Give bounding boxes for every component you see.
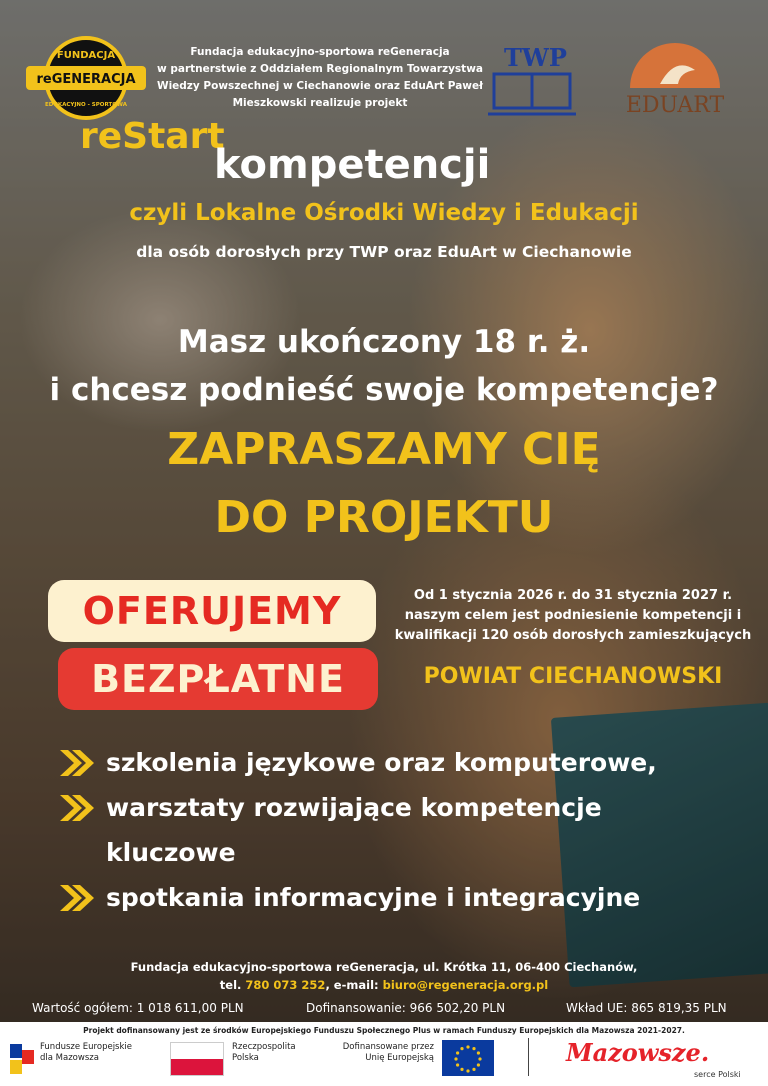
question <box>0 318 768 414</box>
chevron-right-icon <box>56 883 96 913</box>
list-item-text: szkolenia językowe oraz komputerowe, <box>106 748 657 777</box>
eu-label-line: Unię Europejską <box>365 1053 434 1063</box>
question-line: Masz ukończony 18 r. ż. <box>177 324 591 360</box>
invitation-line: DO PROJEKTU <box>214 492 554 543</box>
period-text <box>388 586 758 646</box>
title-restart: reStart <box>80 116 225 157</box>
fe-logo <box>8 1040 36 1078</box>
contact-address: Fundacja edukacyjno-sportowa reGeneracja, ul. Krótka 11, 06-400 Ciechanów, <box>130 960 638 974</box>
mazowsze-tagline: serce Polski <box>694 1070 741 1079</box>
fe-label-line: Fundusze Europejskie <box>40 1042 132 1052</box>
partner-line: Mieszkowski realizuje projekt <box>232 97 408 109</box>
eu-label-line: Dofinansowane przez <box>342 1042 434 1052</box>
region-text: POWIAT CIECHANOWSKI <box>423 664 723 689</box>
invitation <box>0 416 768 552</box>
chevron-right-icon <box>56 793 96 823</box>
tel-link[interactable]: 780 073 252 <box>245 978 326 992</box>
offer-badge: OFERUJEMY <box>48 580 376 642</box>
period-line: naszym celem jest podniesienie kompetencji i <box>404 608 742 623</box>
eu-contribution-value: Wkład UE: 865 819,35 PLN <box>566 1001 727 1015</box>
email-link[interactable]: biuro@regeneracja.org.pl <box>382 978 549 992</box>
total-value: Wartość ogółem: 1 018 611,00 PLN <box>32 1001 244 1015</box>
footer-divider <box>528 1038 529 1076</box>
title-subtitle: czyli Lokalne Ośrodki Wiedzy i Edukacji <box>129 200 639 226</box>
poland-flag <box>170 1042 224 1076</box>
list-item-text: kluczowe <box>106 838 236 867</box>
list-item-text: warsztaty rozwijające kompetencje <box>106 793 602 822</box>
tel-label: tel. <box>219 978 242 992</box>
list-item-text: spotkania informacyjne i integracyjne <box>106 883 641 912</box>
cofinancing-value: Dofinansowanie: 966 502,20 PLN <box>306 1001 506 1015</box>
list-item-continuation <box>56 830 756 875</box>
rp-label <box>232 1042 296 1064</box>
partner-line: Fundacja edukacyjno-sportowa reGeneracja <box>190 46 450 58</box>
eduart-logo-text: EDUART <box>625 93 725 118</box>
title-for-whom: dla osób dorosłych przy TWP oraz EduArt w Ciechanowie <box>136 243 632 261</box>
twp-logo <box>484 40 580 120</box>
regen-logo-top: FUNDACJA <box>56 50 116 61</box>
free-badge: BEZPŁATNE <box>58 648 378 710</box>
partner-line: w partnerstwie z Oddziałem Regionalnym Towarzystwa <box>157 63 483 75</box>
fe-label <box>40 1042 132 1064</box>
eu-flag <box>442 1040 494 1076</box>
list-item <box>56 875 756 920</box>
question-line: i chcesz podnieść swoje kompetencje? <box>49 372 719 408</box>
period-line: kwalifikacji 120 osób dorosłych zamieszkujących <box>394 628 752 643</box>
list-item <box>56 740 756 785</box>
period-line: Od 1 stycznia 2026 r. do 31 stycznia 2027 r. <box>413 588 733 603</box>
rp-label-line: Rzeczpospolita <box>232 1042 296 1052</box>
fe-label-line: dla Mazowsza <box>40 1053 99 1063</box>
regen-logo-bottom: EDUKACYJNO - SPORTOWA <box>45 102 127 108</box>
offer-list <box>56 740 756 920</box>
eduart-logo <box>600 36 750 126</box>
eu-stars-icon <box>442 1040 494 1076</box>
funding-note: Projekt dofinansowany jest ze środków Europejskiego Funduszu Społecznego Plus w ramach Funduszy Europejskich dla Mazowsza 2021-2027. <box>83 1026 685 1035</box>
rp-label-line: Polska <box>232 1053 259 1063</box>
regeneracja-logo <box>22 36 150 120</box>
title-kompetencji: kompetencji <box>214 142 491 188</box>
contact-line <box>0 978 768 992</box>
mazowsze-logo: Mazowsze. <box>566 1038 710 1067</box>
twp-logo-text: TWP <box>504 43 567 72</box>
list-item <box>56 785 756 830</box>
eu-label <box>330 1042 434 1064</box>
chevron-right-icon <box>56 748 96 778</box>
email-label: , e-mail: <box>325 978 379 992</box>
regen-logo-main: reGENERACJA <box>36 72 136 87</box>
partner-text <box>150 44 490 112</box>
partner-line: Wiedzy Powszechnej w Ciechanowie oraz EduArt Paweł <box>156 80 483 92</box>
invitation-line: ZAPRASZAMY CIĘ <box>167 424 601 475</box>
footer <box>0 1022 768 1086</box>
